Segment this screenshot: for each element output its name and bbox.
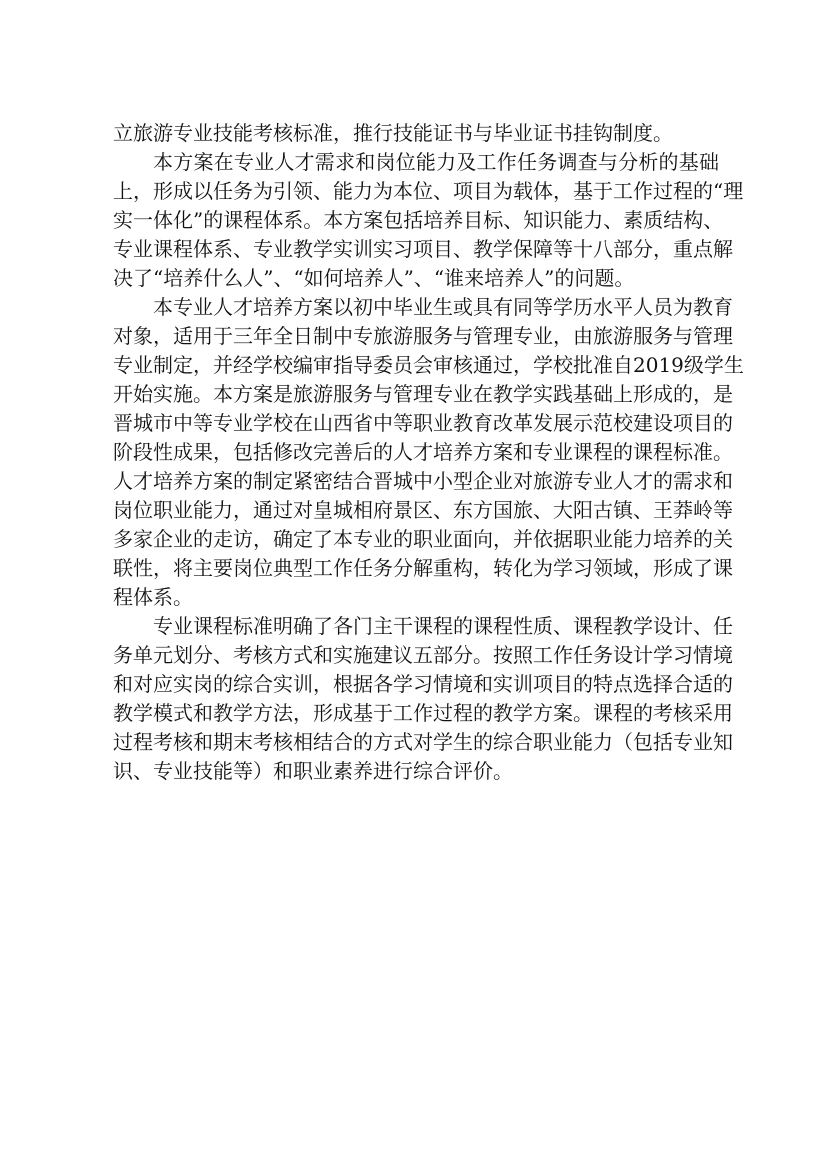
text-line: 本方案在专业人才需求和岗位能力及工作任务调查与分析的基础 bbox=[153, 150, 719, 174]
text-line: 阶段性成果，包括修改完善后的人才培养方案和专业课程的课程标准。 bbox=[113, 440, 733, 464]
text-line: 联性，将主要岗位典型工作任务分解重构，转化为学习领域，形成了课 bbox=[113, 556, 733, 580]
paragraph-training-plan bbox=[113, 293, 744, 612]
text-line: 专业课程体系、专业教学实训实习项目、教学保障等十八部分，重点解 bbox=[113, 237, 733, 261]
document-page bbox=[113, 119, 744, 786]
text-line: 程体系。 bbox=[113, 585, 193, 609]
paragraph-program-overview bbox=[113, 148, 744, 293]
text-line: 多家企业的走访，确定了本专业的职业面向，并依据职业能力培养的关 bbox=[113, 527, 733, 551]
text-line: 本专业人才培养方案以初中毕业生或具有同等学历水平人员为教育 bbox=[153, 295, 733, 319]
text-line: 专业制定，并经学校编审指导委员会审核通过，学校批准自2019级学生 bbox=[113, 353, 744, 377]
text-line: 识、专业技能等）和职业素养进行综合评价。 bbox=[113, 759, 513, 783]
text-line: 专业课程标准明确了各门主干课程的课程性质、课程教学设计、任 bbox=[153, 614, 733, 638]
text-line: 实一体化”的课程体系。本方案包括培养目标、知识能力、素质结构、 bbox=[113, 208, 724, 232]
text-line: 过程考核和期末考核相结合的方式对学生的综合职业能力（包括专业知 bbox=[113, 730, 733, 754]
text-line: 和对应实岗的综合实训，根据各学习情境和实训项目的特点选择合适的 bbox=[113, 672, 733, 696]
text-line: 务单元划分、考核方式和实施建议五部分。按照工作任务设计学习情境 bbox=[113, 643, 733, 667]
text-line: 对象，适用于三年全日制中专旅游服务与管理专业，由旅游服务与管理 bbox=[113, 324, 733, 348]
text-line: 决了“培养什么人”、“如何培养人”、“谁来培养人”的问题。 bbox=[113, 266, 635, 290]
text-line: 立旅游专业技能考核标准，推行技能证书与毕业证书挂钩制度。 bbox=[113, 121, 673, 145]
text-line: 晋城市中等专业学校在山西省中等职业教育改革发展示范校建设项目的 bbox=[113, 411, 733, 435]
paragraph-course-standards bbox=[113, 612, 733, 786]
text-line: 开始实施。本方案是旅游服务与管理专业在教学实践基础上形成的，是 bbox=[113, 382, 733, 406]
text-line: 人才培养方案的制定紧密结合晋城中小型企业对旅游专业人才的需求和 bbox=[113, 469, 733, 493]
text-line: 上，形成以任务为引领、能力为本位、项目为载体，基于工作过程的“理 bbox=[113, 179, 744, 203]
paragraph-continuation bbox=[113, 119, 719, 148]
text-line: 教学模式和教学方法，形成基于工作过程的教学方案。课程的考核采用 bbox=[113, 701, 733, 725]
text-line: 岗位职业能力，通过对皇城相府景区、东方国旅、大阳古镇、王莽岭等 bbox=[113, 498, 733, 522]
